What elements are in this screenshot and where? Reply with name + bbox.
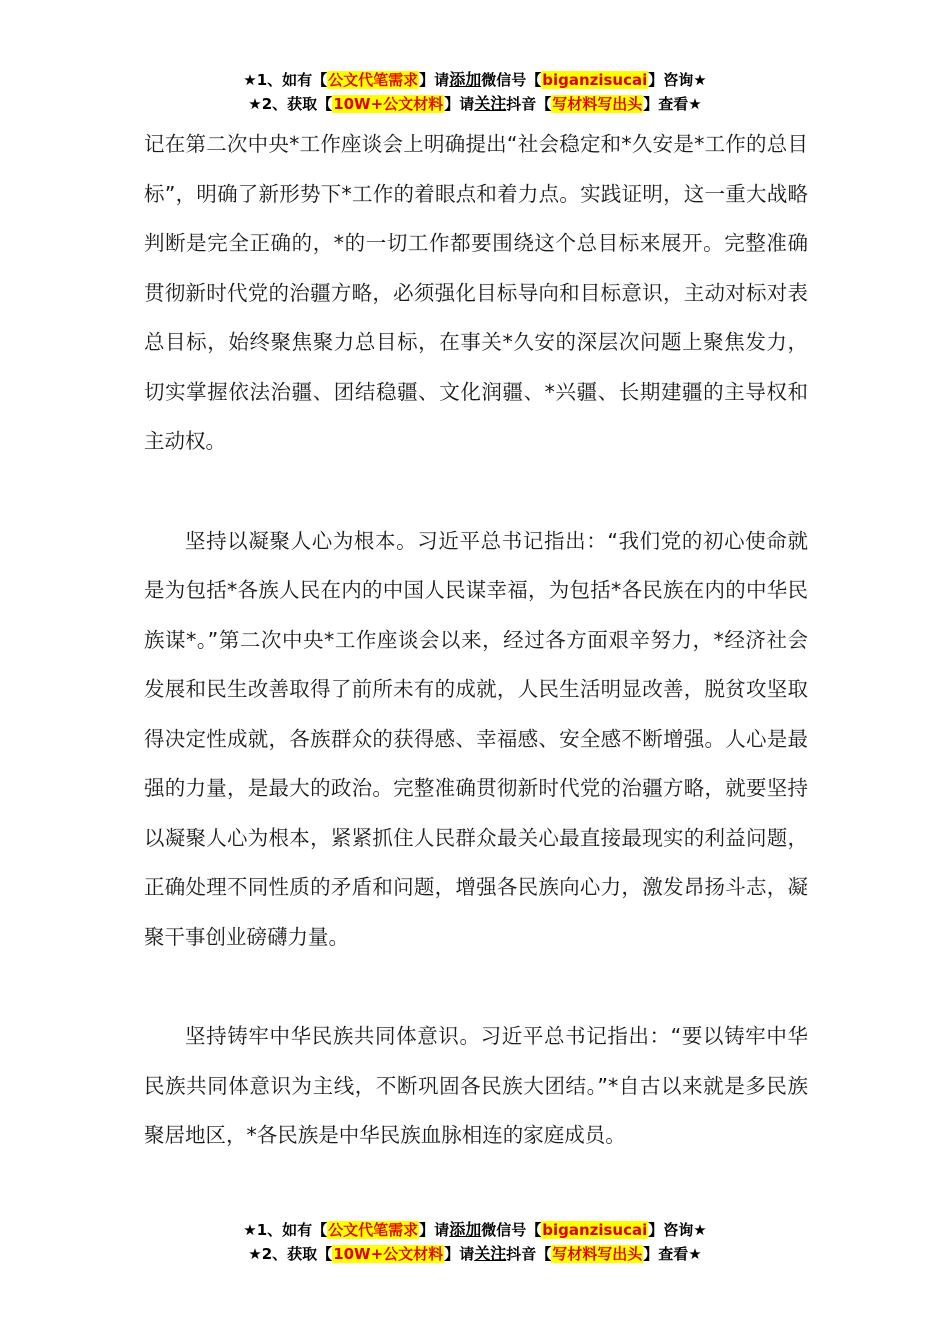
paragraph: 坚持以凝聚人心为根本。习近平总书记指出：“我们党的初心使命就是为包括*各族人民在内的中国人民谋幸福，为包括*各民族在内的中华民族谋*。”第二次中央*工作座谈会以来，经过各方面艰辛努力，*经济社会发展和民生改善取得了前所未有的成就，人民生活明显改善，脱贫攻坚取得决定性成就，各族群众的获得感、幸福感、安全感不断增强。人心是最强的力量，是最大的政治。完整准确贯彻新时代党的治疆方略，就要坚持以凝聚人心为根本，紧紧抓住人民群众最关心最直接最现实的利益问题，正确处理不同性质的矛盾和问题，增强各民族向心力，激发昂扬斗志，凝聚干事创业磅礴力量。 bbox=[144, 528, 808, 949]
promo-line-1: ★1、如有【公文代笔需求】请添加微信号【biganzisucai】咨询★ bbox=[243, 1220, 707, 1239]
highlight-materials: 10W+公文材料 bbox=[333, 1245, 444, 1263]
paragraph-gap bbox=[144, 962, 808, 1012]
paragraph-gap bbox=[144, 467, 808, 517]
highlight-wechat-id: biganzisucai bbox=[542, 1221, 648, 1239]
underlined-word: 添加 bbox=[449, 70, 482, 89]
paragraph: 记在第二次中央*工作座谈会上明确提出“社会稳定和*久安是*工作的总目标”，明确了新形势下*工作的着眼点和着力点。实践证明，这一重大战略判断是完全正确的，*的一切工作都要围绕这个总目标来展开。完整准确贯彻新时代党的治疆方略，必须强化目标导向和目标意识，主动对标对表总目标，始终聚焦聚力总目标，在事关*久安的深层次问题上聚焦发力，切实掌握依法治疆、团结稳疆、文化润疆、*兴疆、长期建疆的主导权和主动权。 bbox=[144, 132, 808, 453]
highlight-service: 公文代笔需求 bbox=[328, 71, 419, 89]
highlight-materials: 10W+公文材料 bbox=[333, 95, 444, 113]
promo-banner-bottom bbox=[0, 1218, 950, 1266]
highlight-douyin-account: 写材料写出头 bbox=[552, 1245, 643, 1263]
underlined-word: 添加 bbox=[449, 1220, 482, 1239]
promo-line-2: ★2、获取【10W+公文材料】请关注抖音【写材料写出头】查看★ bbox=[248, 1244, 702, 1263]
promo-line-2: ★2、获取【10W+公文材料】请关注抖音【写材料写出头】查看★ bbox=[248, 94, 702, 113]
document-body bbox=[144, 120, 808, 1161]
highlight-service: 公文代笔需求 bbox=[328, 1221, 419, 1239]
underlined-word: 关注 bbox=[474, 1244, 507, 1263]
highlight-douyin-account: 写材料写出头 bbox=[552, 95, 643, 113]
highlight-wechat-id: biganzisucai bbox=[542, 71, 648, 89]
paragraph: 坚持铸牢中华民族共同体意识。习近平总书记指出：“要以铸牢中华民族共同体意识为主线，不断巩固各民族大团结。”*自古以来就是多民族聚居地区，*各民族是中华民族血脉相连的家庭成员。 bbox=[144, 1024, 808, 1147]
promo-banner-top bbox=[0, 68, 950, 116]
underlined-word: 关注 bbox=[474, 94, 507, 113]
promo-line-1: ★1、如有【公文代笔需求】请添加微信号【biganzisucai】咨询★ bbox=[243, 70, 707, 89]
